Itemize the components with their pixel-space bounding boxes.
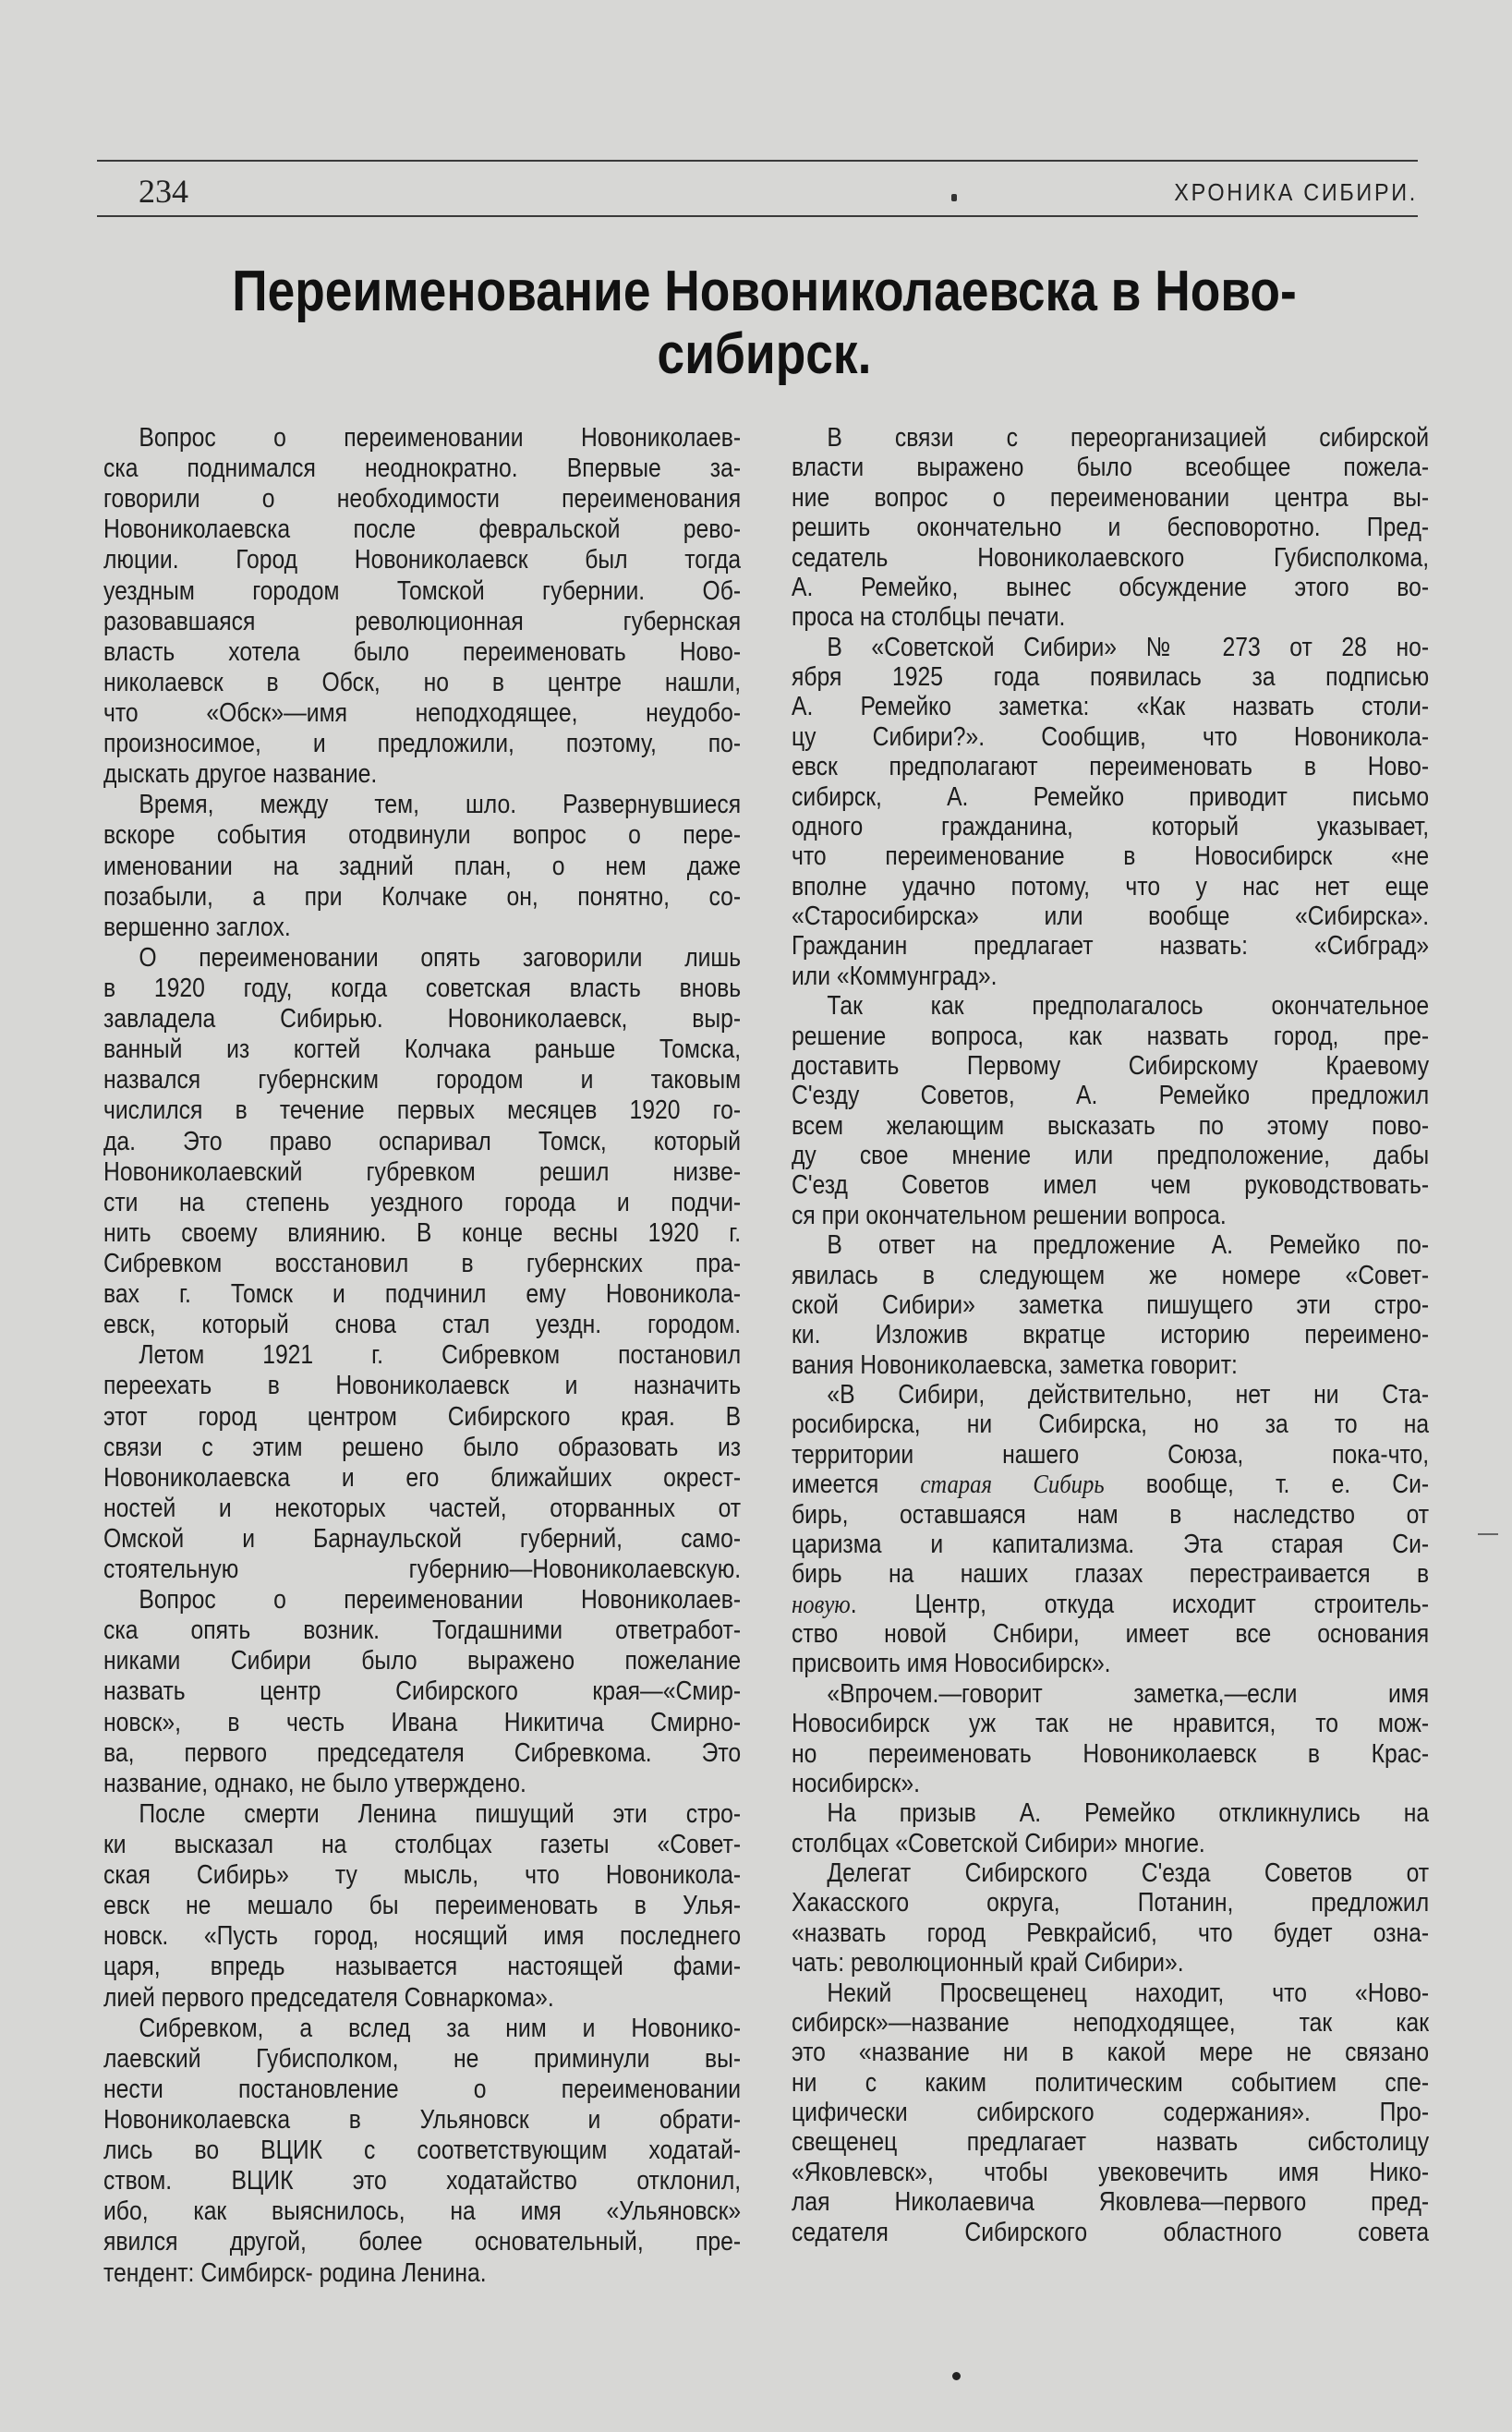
- text-line: носибирск».: [792, 1768, 921, 1798]
- text-line: ская Сибирь» ту мысль, что Новоникола-: [103, 1860, 742, 1891]
- text-line: Гражданин предлагает назвать: «Сибград»: [792, 931, 1430, 962]
- text-line: люции. Город Новониколаевск был тогда: [103, 545, 742, 575]
- page-number: 234: [139, 173, 188, 210]
- text-line: ностей и некоторых частей, оторванных от: [103, 1493, 742, 1523]
- text-line: ванный из когтей Колчака раньше Томска,: [103, 1035, 742, 1065]
- text-line: лись во ВЦИК с соответствующим ходатай-: [103, 2136, 742, 2166]
- text-line: числился в течение первых месяцев 1920 го-: [103, 1095, 742, 1126]
- text-line: завладела Сибирью. Новониколаевск, выр-: [103, 1004, 742, 1035]
- text-line: что «Обск»—имя неподходящее, неудобо-: [103, 697, 742, 728]
- text-line: вскоре события отодвинули вопрос о пере-: [103, 820, 742, 851]
- text-line: ска поднимался неоднократно. Впервые за-: [103, 454, 742, 484]
- text-line: Новониколаевска и его ближайших окрест-: [103, 1462, 742, 1493]
- text-line: вания Новониколаевска, заметка говорит:: [792, 1349, 1238, 1380]
- text-line: царизма и капитализма. Эта старая Си-: [792, 1529, 1430, 1559]
- text-line: сибирск, А. Ремейко приводит письмо: [792, 781, 1430, 812]
- text-line: именовании на задний план, о нем даже: [103, 851, 742, 881]
- margin-mark: [1478, 1533, 1498, 1535]
- text-line: «Впрочем.—говорит заметка,—если имя: [827, 1678, 1430, 1709]
- text-line: или «Коммунград».: [792, 961, 998, 991]
- text-line: связи с этим решено было образовать из: [103, 1432, 742, 1462]
- text-line: в 1920 году, когда советская власть вновь: [103, 973, 742, 1003]
- text-line: власть хотела было переименовать Ново-: [103, 636, 742, 667]
- text-line: решение вопроса, как назвать город, пре-: [792, 1021, 1430, 1051]
- text-line: территории нашего Союза, пока-что,: [792, 1439, 1430, 1470]
- text-line: сти на степень уездного города и подчи-: [103, 1187, 742, 1217]
- text-line: ска опять возник. Тогдашними ответработ-: [103, 1615, 742, 1646]
- article-title: [97, 260, 1432, 386]
- text-line: ду свое мнение или предположение, дабы: [792, 1141, 1430, 1170]
- text-line: переехать в Новониколаевск и назначить: [103, 1371, 742, 1401]
- text-line: да. Это право оспаривал Томск, который: [103, 1126, 742, 1156]
- text-line: имеется старая Сибирь вообще, т. е. Си-: [792, 1470, 1430, 1500]
- text-line: «Старосибирска» или вообще «Сибирска».: [792, 901, 1430, 931]
- text-line: Делегат Сибирского С'езда Советов от: [827, 1858, 1430, 1888]
- text-line: одного гражданина, который указывает,: [792, 811, 1430, 841]
- text-line: вершенно заглох.: [103, 912, 291, 942]
- text-line: Летом 1921 г. Сибревком постановил: [139, 1340, 742, 1371]
- text-line: седателя Сибирского областного совета: [792, 2217, 1430, 2247]
- text-line: Время, между тем, шло. Развернувшиеся: [139, 790, 742, 820]
- header-rule-bottom: [97, 215, 1418, 217]
- running-title: ХРОНИКА СИБИРИ.: [1174, 178, 1418, 206]
- ink-speck: [951, 194, 957, 201]
- text-line: уездным городом Томской губернии. Об-: [103, 575, 742, 606]
- text-line: свещенец предлагает назвать сибстолицу: [792, 2127, 1430, 2158]
- text-line: евск не мешало бы переименовать в Улья-: [103, 1891, 742, 1921]
- text-line: стоятельную губернию—Новониколаевскую.: [103, 1555, 742, 1585]
- text-line: Вопрос о переименовании Новониколаев-: [139, 423, 742, 453]
- text-line: «В Сибири, действительно, нет ни Ста-: [827, 1380, 1430, 1410]
- text-line: седатель Новониколаевского Губисполкома,: [792, 542, 1430, 573]
- text-line: новую. Центр, откуда исходит строитель-: [792, 1589, 1430, 1619]
- text-line: бирь на наших глазах перестраивается в: [792, 1559, 1430, 1590]
- text-line: что переименование в Новосибирск «не: [792, 841, 1430, 872]
- text-line: евск, который снова стал уездн. городом.: [103, 1310, 742, 1340]
- text-line: ние вопрос о переименовании центра вы-: [792, 482, 1430, 513]
- text-line: ва, первого председателя Сибревкома. Это: [103, 1737, 742, 1768]
- text-line: нести постановление о переименовании: [103, 2074, 742, 2104]
- text-line: В связи с переорганизацией сибирской: [827, 423, 1430, 453]
- text-line: Вопрос о переименовании Новониколаев-: [139, 1585, 742, 1615]
- text-line: ки. Изложив вкратце историю переимено-: [792, 1320, 1430, 1350]
- text-line: В ответ на предложение А. Ремейко по-: [827, 1230, 1430, 1261]
- text-line: но переименовать Новониколаевск в Крас-: [792, 1738, 1430, 1769]
- text-line: тендент: Симбирск- родина Ленина.: [103, 2257, 487, 2288]
- text-line: С'езду Советов, А. Ремейко предложил: [792, 1081, 1430, 1111]
- text-line: Омской и Барнаульской губерний, само-: [103, 1523, 742, 1554]
- text-line: дыскать другое название.: [103, 759, 378, 790]
- text-line: ни с каким политическим событием спе-: [792, 2067, 1430, 2098]
- text-line: цифически сибирского содержания». Про-: [792, 2098, 1430, 2127]
- text-line: ской Сибири» заметка пишущего эти стро-: [792, 1289, 1430, 1320]
- text-line: лией первого председателя Совнаркома».: [103, 1982, 554, 2013]
- text-line: новск», в честь Ивана Никитича Смирно-: [103, 1707, 742, 1737]
- text-line: власти выражено было всеобщее пожела-: [792, 453, 1430, 483]
- right-column: [792, 423, 1429, 2247]
- text-line: этот город центром Сибирского края. В: [103, 1401, 742, 1432]
- text-line: Некий Просвещенец находит, что «Ново-: [827, 1978, 1430, 2008]
- text-line: произносимое, и предложили, поэтому, по-: [103, 729, 742, 759]
- text-line: ся при окончательном решении вопроса.: [792, 1200, 1227, 1230]
- text-line: говорили о необходимости переименования: [103, 484, 742, 514]
- text-line: Новониколаевска после февральской рево-: [103, 514, 742, 545]
- text-line: лая Николаевича Яковлева—первого пред-: [792, 2187, 1430, 2218]
- text-line: Новониколаевска в Ульяновск и обрати-: [103, 2105, 742, 2136]
- text-line: лаевский Губисполком, не приминули вы-: [103, 2043, 742, 2074]
- text-line: «Яковлевск», чтобы увековечить имя Нико-: [792, 2157, 1430, 2187]
- text-line: явилась в следующем же номере «Совет-: [792, 1260, 1430, 1290]
- italic-emphasis: старая Сибирь: [920, 1470, 1105, 1500]
- text-line: С'езд Советов имел чем руководствовать-: [792, 1170, 1430, 1201]
- text-line: царя, впредь называется настоящей фами-: [103, 1952, 742, 1982]
- article-title-line-1: Переименование Новониколаевска в Ново-: [232, 260, 1297, 323]
- text-line: назвать центр Сибирского края—«Смир-: [103, 1676, 742, 1707]
- text-line: это «название ни в какой мере не связано: [792, 2038, 1430, 2068]
- text-line: разовавшаяся революционная губернская: [103, 606, 742, 636]
- text-line: ибо, как выяснилось, на имя «Ульяновск»: [103, 2196, 742, 2227]
- text-line: вах г. Томск и подчинил ему Новоникола-: [103, 1279, 742, 1310]
- text-line: ки высказал на столбцах газеты «Совет-: [103, 1830, 742, 1860]
- text-line: доставить Первому Сибирскому Краевому: [792, 1050, 1430, 1081]
- end-ornament-dot: [952, 2372, 961, 2380]
- text-line: ством. ВЦИК это ходатайство отклонил,: [103, 2166, 742, 2196]
- article-title-line-2: сибирск.: [657, 322, 872, 386]
- text-line: бирь, оставшаяся нам в наследство от: [792, 1499, 1430, 1530]
- text-line: ября 1925 года появилась за подписью: [792, 662, 1430, 692]
- text-line: вполне удачно потому, что у нас нет еще: [792, 871, 1430, 901]
- left-column: [103, 423, 741, 2289]
- text-line: ство новой Снбири, имеет все основания: [792, 1619, 1430, 1649]
- text-line: В «Советской Сибири» № 273 от 28 но-: [827, 632, 1430, 662]
- text-line: решить окончательно и бесповоротно. Пред-: [792, 513, 1430, 543]
- text-line: А. Ремейко, вынес обсуждение этого во-: [792, 572, 1430, 602]
- text-line: Так как предполагалось окончательное: [827, 991, 1430, 1022]
- text-line: цу Сибири?». Сообщив, что Новоникола-: [792, 721, 1430, 752]
- text-line: новск. «Пусть город, носящий имя последнего: [103, 1921, 742, 1952]
- text-line: росибирска, ни Сибирска, но за то на: [792, 1410, 1430, 1440]
- text-line: позабыли, а при Колчаке он, понятно, со-: [103, 881, 742, 912]
- text-line: После смерти Ленина пишущий эти стро-: [139, 1798, 742, 1829]
- text-line: Новониколаевский губревком решил низве-: [103, 1156, 742, 1187]
- text-line: название, однако, не было утверждено.: [103, 1768, 526, 1798]
- italic-emphasis: новую: [792, 1589, 851, 1619]
- text-line: никами Сибири было выражено пожелание: [103, 1646, 742, 1676]
- text-line: Хакасского округа, Потанин, предложил: [792, 1888, 1430, 1918]
- text-line: А. Ремейко заметка: «Как назвать столи-: [792, 692, 1430, 722]
- text-line: Новосибирск уж так не нравится, то мож-: [792, 1709, 1430, 1739]
- text-line: николаевск в Обск, но в центре нашли,: [103, 667, 742, 697]
- text-line: проса на столбцы печати.: [792, 602, 1066, 633]
- text-line: явился другой, более основательный, пре-: [103, 2227, 742, 2257]
- text-line: сибирск»—название неподходящее, так как: [792, 2007, 1430, 2038]
- text-line: Сибревком, а вслед за ним и Новонико-: [139, 2013, 742, 2043]
- text-line: О переименовании опять заговорили лишь: [139, 942, 742, 973]
- text-line: чать: революционный край Сибири».: [792, 1948, 1184, 1978]
- text-line: евск предполагают переименовать в Ново-: [792, 752, 1430, 782]
- text-line: столбцах «Советской Сибири» многие.: [792, 1828, 1205, 1858]
- text-line: На призыв А. Ремейко откликнулись на: [827, 1798, 1430, 1829]
- text-line: назвался губернским городом и таковым: [103, 1065, 742, 1095]
- text-line: Сибревком восстановил в губернских пра-: [103, 1248, 742, 1278]
- text-line: нить своему влиянию. В конце весны 1920 г.: [103, 1217, 742, 1248]
- header-rule-top: [97, 160, 1418, 162]
- text-line: всем желающим высказать по этому пово-: [792, 1110, 1430, 1141]
- text-line: присвоить имя Новосибирск».: [792, 1649, 1111, 1679]
- text-line: «назвать город Ревкрайсиб, что будет озна-: [792, 1918, 1430, 1948]
